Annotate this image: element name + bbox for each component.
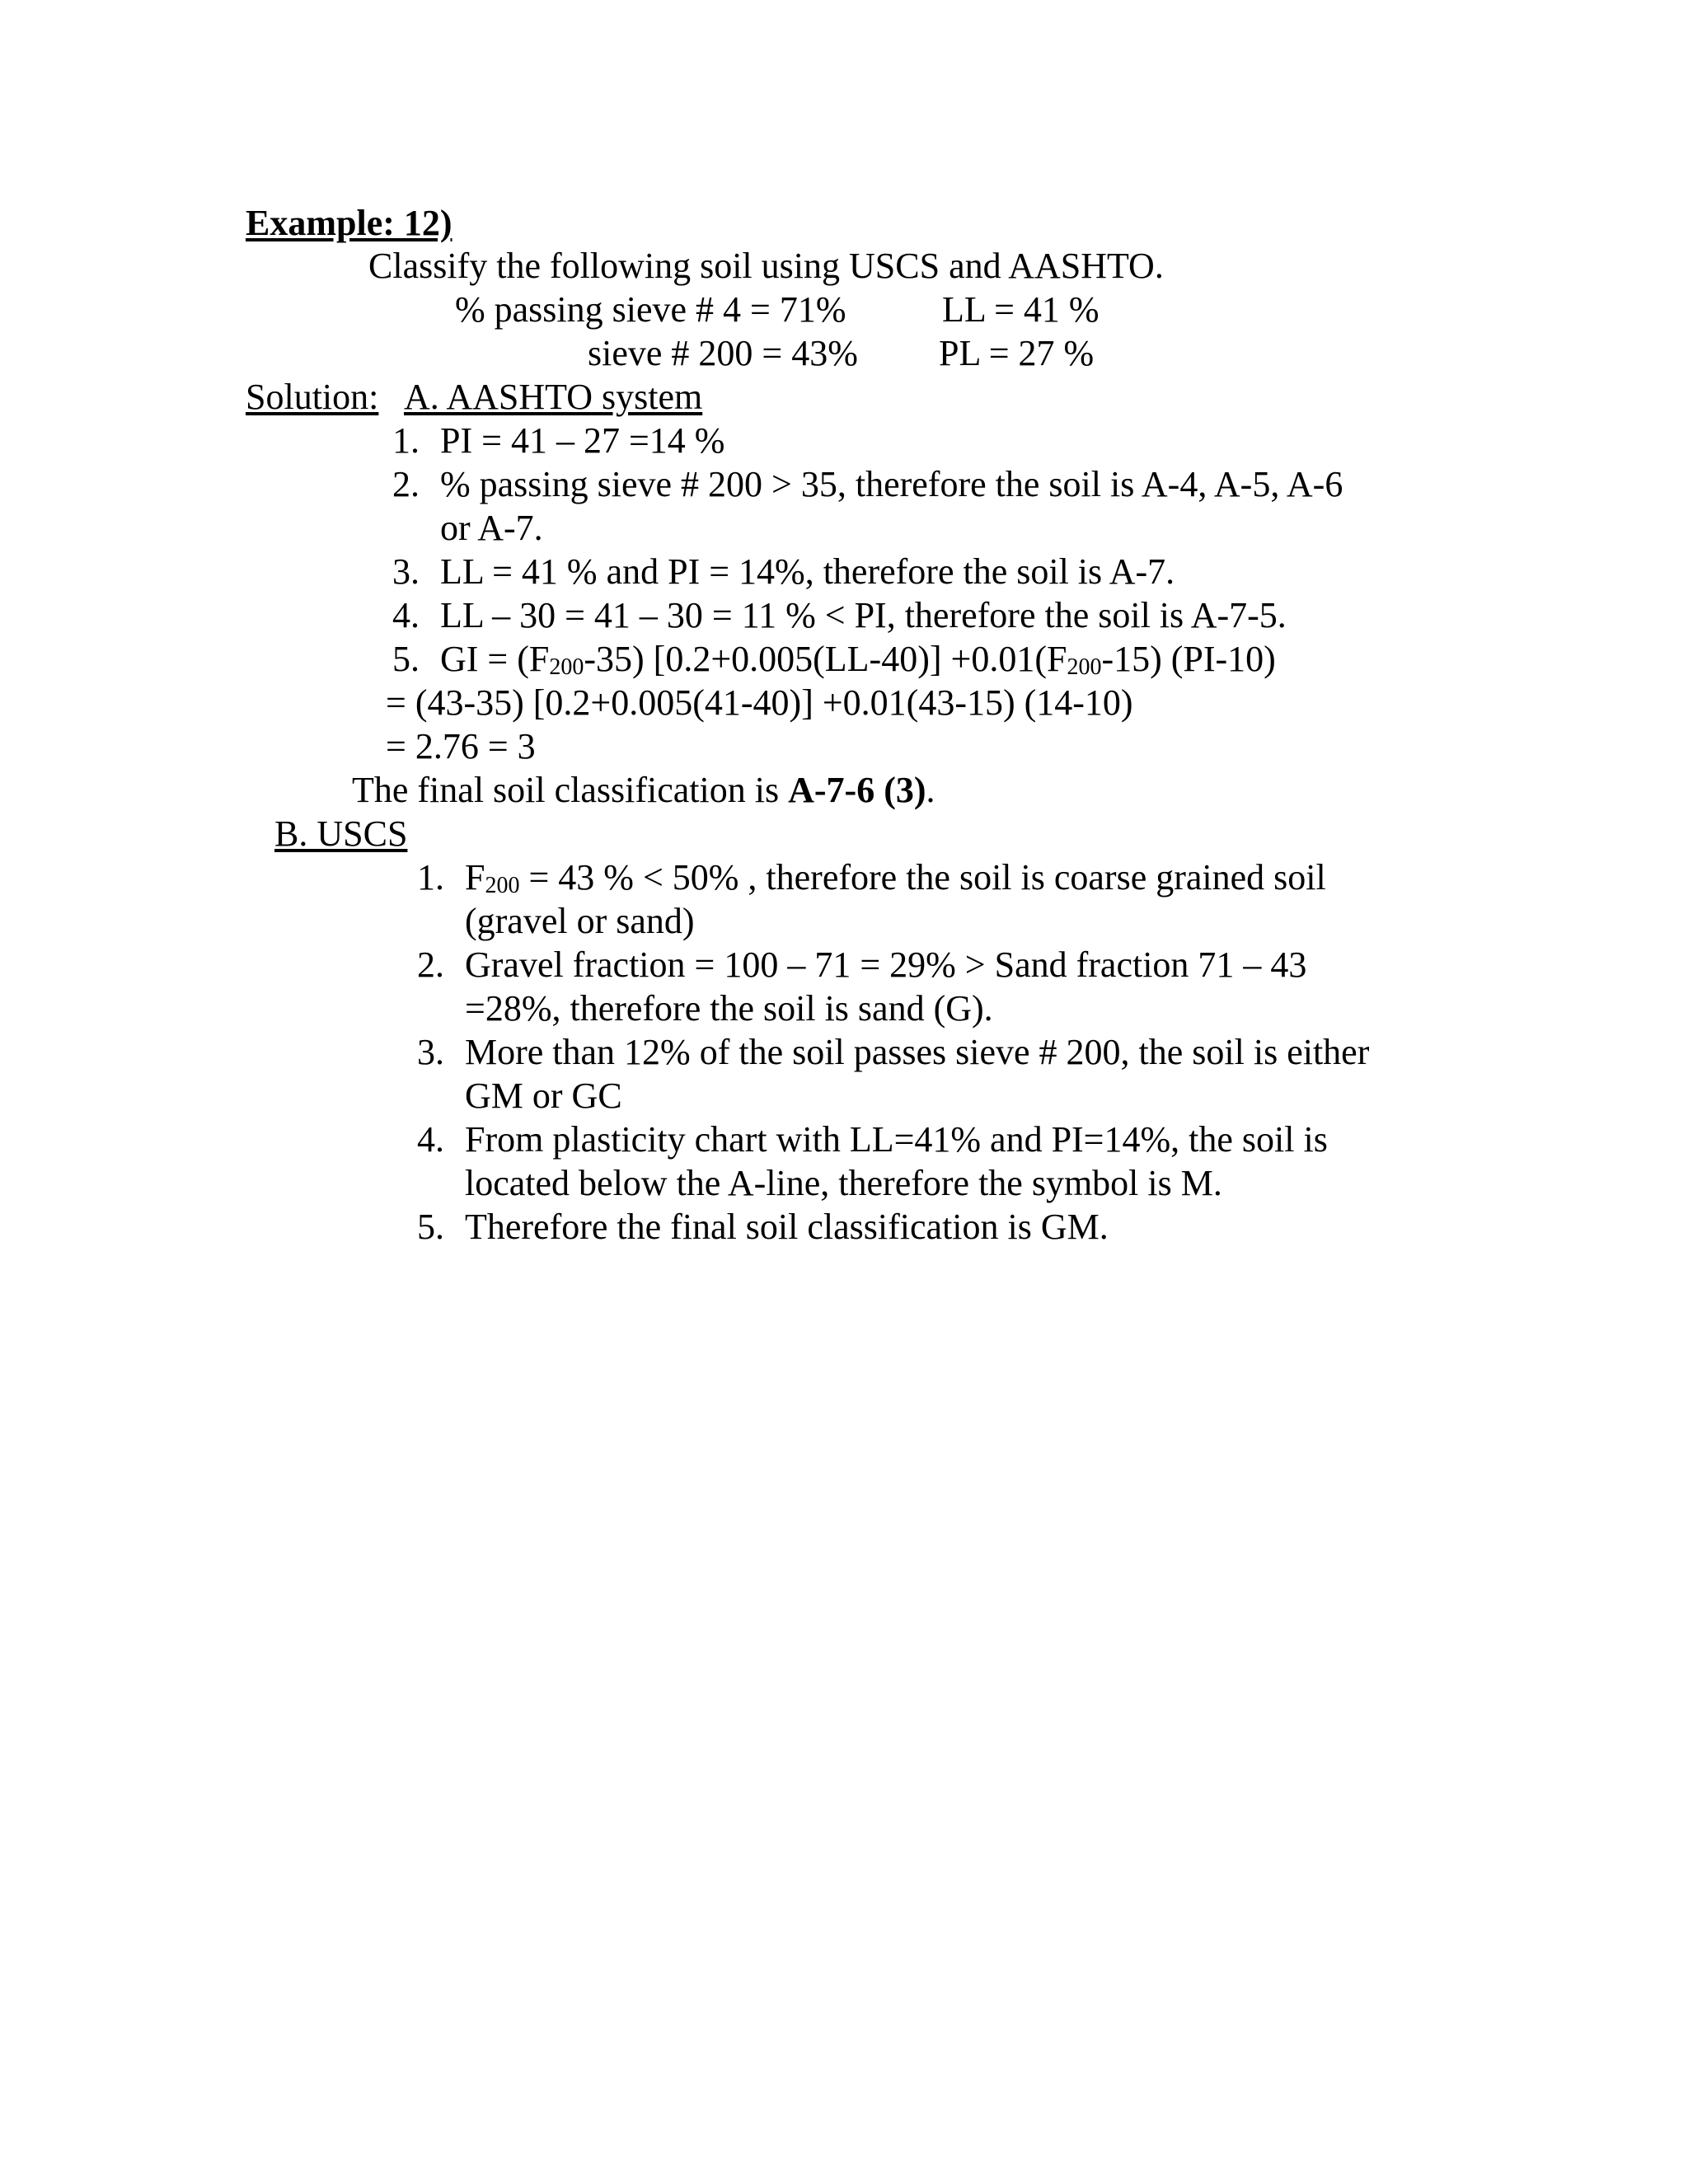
given-sieve200: sieve # 200 = 43%	[588, 333, 858, 373]
step-text: LL – 30 = 41 – 30 = 11 % < PI, therefore the soil is A-7-5.	[440, 595, 1287, 635]
aashto-step-4	[392, 595, 1287, 636]
step-number: 2.	[392, 464, 420, 504]
step-text: From plasticity chart with LL=41% and PI=14%, the soil is	[465, 1119, 1328, 1160]
uscs-step-2	[417, 944, 1306, 986]
aashto-step-1	[392, 420, 724, 462]
example-title: Example: 12)	[246, 203, 452, 243]
uscs-step-4-cont: located below the A-line, therefore the symbol is M.	[465, 1163, 1222, 1203]
aashto-final-classification	[352, 770, 935, 811]
f-symbol: F	[465, 857, 485, 898]
step-number: 2.	[417, 944, 444, 985]
given-sieve4: % passing sieve # 4 = 71%	[455, 289, 846, 330]
uscs-step-1-cont: (gravel or sand)	[465, 901, 695, 941]
final-text: The final soil classification is	[352, 770, 789, 810]
gi-subscript-2: 200	[1067, 654, 1102, 680]
step-number: 4.	[392, 595, 420, 635]
solution-label: Solution:	[246, 377, 379, 417]
step-number: 3.	[392, 551, 420, 592]
step-number: 1.	[392, 420, 420, 461]
aashto-step-5-gi-formula	[392, 639, 1276, 680]
aashto-heading: A. AASHTO system	[404, 377, 703, 417]
step-number: 3.	[417, 1032, 444, 1072]
uscs-step-5	[417, 1207, 1109, 1248]
aashto-step-2	[392, 464, 1343, 505]
step-number: 4.	[417, 1119, 444, 1160]
uscs-step-1	[417, 857, 1326, 898]
step-number: 5.	[417, 1207, 444, 1247]
step-text: More than 12% of the soil passes sieve # 200, the soil is either	[465, 1032, 1370, 1072]
gi-part-c: -15) (PI-10)	[1101, 639, 1276, 679]
step-text: % passing sieve # 200 > 35, therefore the soil is A-4, A-5, A-6	[440, 464, 1343, 504]
uscs-step-3	[417, 1032, 1369, 1073]
step-text: LL = 41 % and PI = 14%, therefore the soil is A-7.	[440, 551, 1175, 592]
final-end: .	[926, 770, 935, 810]
final-class-bold: A-7-6 (3)	[788, 770, 926, 810]
given-ll: LL = 41 %	[942, 289, 1100, 330]
uscs-step-2-cont: =28%, therefore the soil is sand (G).	[465, 988, 993, 1029]
gi-calc-line-1: = (43-35) [0.2+0.005(41-40)] +0.01(43-15) (14-10)	[386, 682, 1133, 723]
given-pl: PL = 27 %	[939, 333, 1095, 373]
gi-part-b: -35) [0.2+0.005(LL-40)] +0.01(F	[584, 639, 1067, 679]
f-subscript: 200	[485, 873, 520, 898]
step-text: = 43 % < 50% , therefore the soil is coarse grained soil	[519, 857, 1326, 898]
step-number: 5.	[392, 639, 420, 679]
problem-statement: Classify the following soil using USCS and AASHTO.	[368, 246, 1164, 286]
aashto-step-3	[392, 551, 1175, 593]
step-text: Therefore the final soil classification is GM.	[465, 1207, 1109, 1247]
gi-subscript-1: 200	[549, 654, 584, 680]
step-text: PI = 41 – 27 =14 %	[440, 420, 725, 461]
step-text: Gravel fraction = 100 – 71 = 29% > Sand fraction 71 – 43	[465, 944, 1307, 985]
gi-calc-line-2: = 2.76 = 3	[386, 726, 536, 766]
step-number: 1.	[417, 857, 444, 898]
uscs-heading: B. USCS	[274, 813, 408, 854]
gi-part-a: GI = (F	[440, 639, 550, 679]
uscs-step-3-cont: GM or GC	[465, 1076, 622, 1116]
uscs-step-4	[417, 1119, 1328, 1160]
aashto-step-2-cont: or A-7.	[440, 508, 543, 548]
